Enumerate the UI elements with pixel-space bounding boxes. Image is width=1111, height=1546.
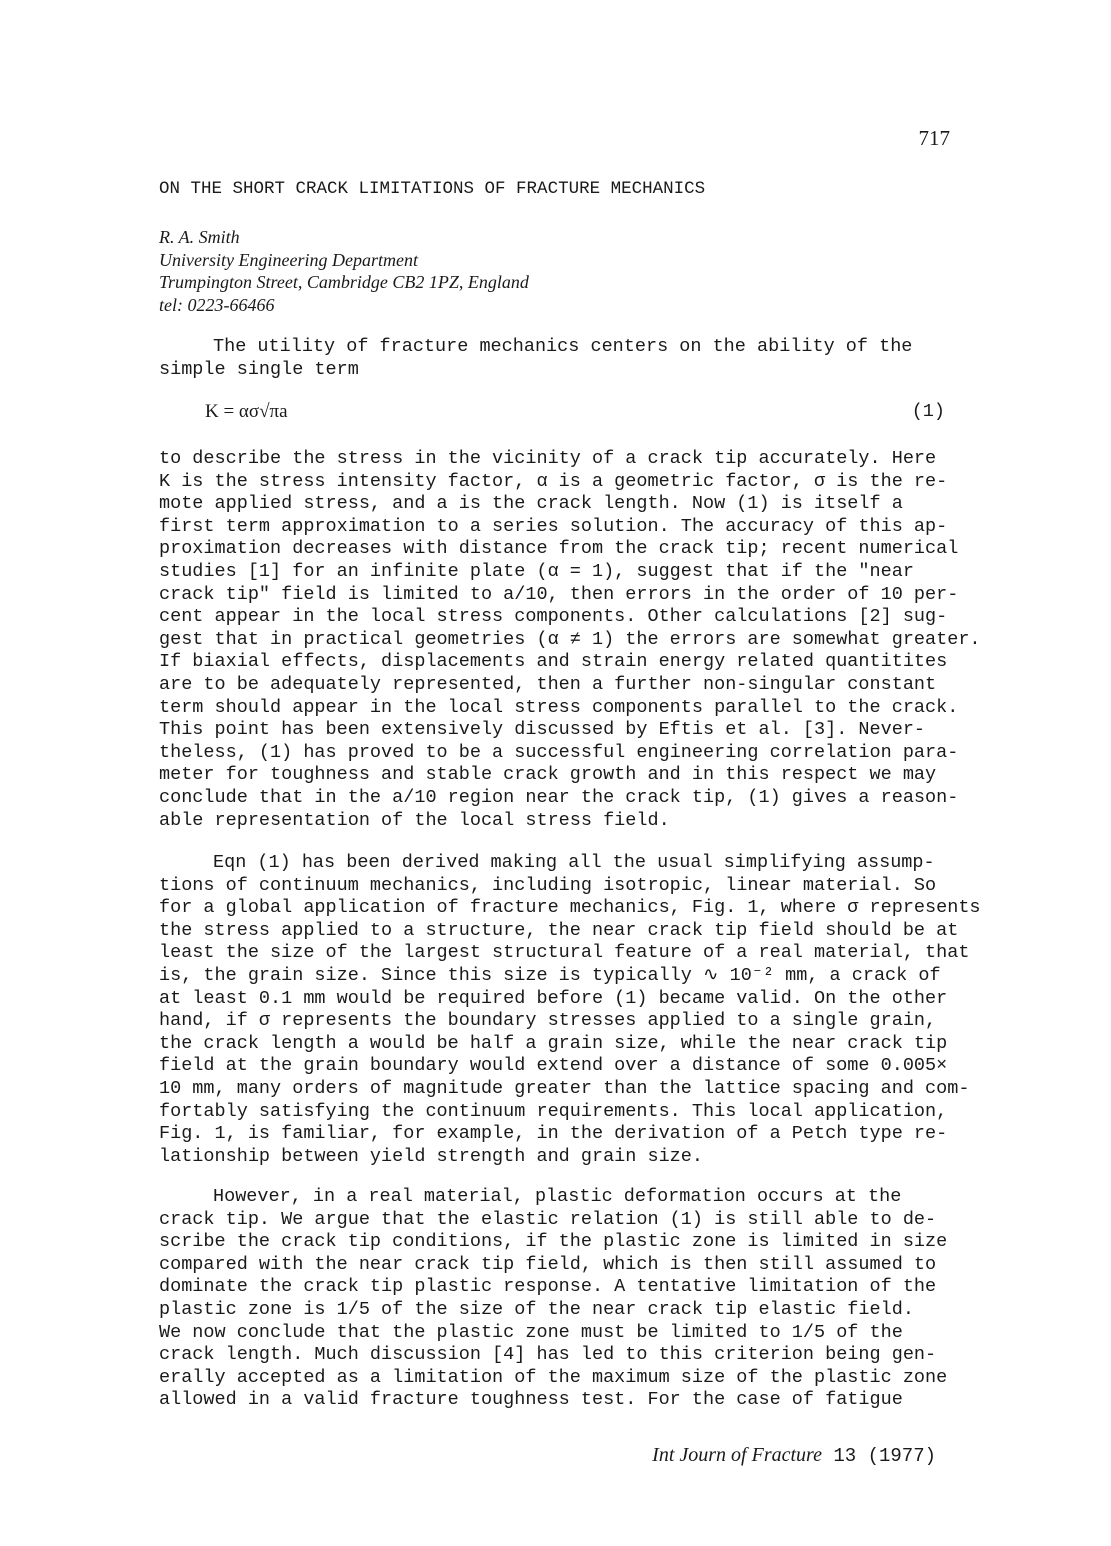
equation-number: (1) bbox=[911, 401, 945, 422]
text-line: term should appear in the local stress components parallel to the crack. bbox=[159, 696, 959, 718]
text-line: least the size of the largest structural feature of a real material, that bbox=[159, 942, 970, 964]
text-line: Eqn (1) has been derived making all the usual simplifying assump- bbox=[213, 852, 935, 873]
text-line: gest that in practical geometries (α ≠ 1) the errors are somewhat greater. bbox=[159, 628, 981, 650]
paragraph-1 bbox=[159, 448, 981, 832]
text-line: If biaxial effects, displacements and strain energy related quantitites bbox=[159, 651, 948, 673]
author-block bbox=[159, 226, 529, 316]
text-line: dominate the crack tip plastic response. A tentative limitation of the bbox=[159, 1276, 937, 1298]
text-line: for a global application of fracture mechanics, Fig. 1, where σ represents bbox=[159, 897, 981, 919]
text-line: crack tip" field is limited to a/10, then errors in the order of 10 per- bbox=[159, 583, 959, 605]
author-affiliation: University Engineering Department bbox=[159, 249, 418, 270]
text-line: meter for toughness and stable crack growth and in this respect we may bbox=[159, 764, 937, 786]
journal-volume-year: 13 (1977) bbox=[833, 1445, 936, 1467]
text-line: 10 mm, many orders of magnitude greater than the lattice spacing and com- bbox=[159, 1077, 970, 1099]
text-line: conclude that in the a/10 region near the crack tip, (1) gives a reason- bbox=[159, 786, 959, 808]
text-line: are to be adequately represented, then a further non-singular constant bbox=[159, 673, 937, 695]
equation-1 bbox=[205, 401, 945, 425]
author-name: R. A. Smith bbox=[159, 227, 240, 247]
equation-expression: K = ασ√πa bbox=[205, 401, 288, 422]
text-line: K is the stress intensity factor, α is a geometric factor, σ is the re- bbox=[159, 470, 948, 492]
text-line: crack tip. We argue that the elastic relation (1) is still able to de- bbox=[159, 1208, 937, 1230]
page-number: 717 bbox=[918, 126, 950, 150]
paragraph-2 bbox=[159, 852, 981, 1168]
text-line: However, in a real material, plastic deformation occurs at the bbox=[213, 1186, 902, 1207]
text-line: allowed in a valid fracture toughness test. For the case of fatigue bbox=[159, 1389, 903, 1411]
journal-footer bbox=[652, 1444, 936, 1468]
text-line: This point has been extensively discussed by Eftis et al. [3]. Never- bbox=[159, 719, 926, 741]
text-line: is, the grain size. Since this size is typically ∿ 10⁻² mm, a crack of bbox=[159, 964, 941, 986]
intro-paragraph bbox=[159, 336, 959, 381]
text-line: erally accepted as a limitation of the maximum size of the plastic zone bbox=[159, 1366, 948, 1388]
text-line: tions of continuum mechanics, including isotropic, linear material. So bbox=[159, 874, 937, 896]
text-line: Fig. 1, is familiar, for example, in the derivation of a Petch type re- bbox=[159, 1123, 948, 1145]
text-line: the stress applied to a structure, the near crack tip field should be at bbox=[159, 919, 959, 941]
paper-title: ON THE SHORT CRACK LIMITATIONS OF FRACTURE MECHANICS bbox=[159, 179, 706, 199]
text-line: crack length. Much discussion [4] has led to this criterion being gen- bbox=[159, 1344, 937, 1366]
text-line: simple single term bbox=[159, 358, 359, 380]
text-line: cent appear in the local stress components. Other calculations [2] sug- bbox=[159, 606, 948, 628]
text-line: first term approximation to a series solution. The accuracy of this ap- bbox=[159, 515, 948, 537]
text-line: lationship between yield strength and grain size. bbox=[159, 1145, 703, 1167]
text-line: the crack length a would be half a grain size, while the near crack tip bbox=[159, 1032, 948, 1054]
text-line: theless, (1) has proved to be a successful engineering correlation para- bbox=[159, 741, 959, 763]
text-line: at least 0.1 mm would be required before (1) became valid. On the other bbox=[159, 987, 948, 1009]
text-line: studies [1] for an infinite plate (α = 1), suggest that if the "near bbox=[159, 560, 914, 582]
text-line: compared with the near crack tip field, which is then still assumed to bbox=[159, 1253, 937, 1275]
text-line: to describe the stress in the vicinity of a crack tip accurately. Here bbox=[159, 448, 937, 469]
text-line: mote applied stress, and a is the crack length. Now (1) is itself a bbox=[159, 493, 903, 515]
text-line: proximation decreases with distance from the crack tip; recent numerical bbox=[159, 538, 959, 560]
text-line: plastic zone is 1/5 of the size of the near crack tip elastic field. bbox=[159, 1298, 914, 1320]
paragraph-3 bbox=[159, 1186, 959, 1412]
journal-name: Int Journ of Fracture bbox=[652, 1444, 822, 1466]
text-line: able representation of the local stress field. bbox=[159, 809, 670, 831]
text-line: hand, if σ represents the boundary stresses applied to a single grain, bbox=[159, 1010, 937, 1032]
text-line: The utility of fracture mechanics centers on the ability of the bbox=[213, 336, 913, 357]
text-line: We now conclude that the plastic zone must be limited to 1/5 of the bbox=[159, 1321, 903, 1343]
author-tel: tel: 0223-66466 bbox=[159, 294, 275, 315]
text-line: fortably satisfying the continuum requirements. This local application, bbox=[159, 1100, 948, 1122]
author-address: Trumpington Street, Cambridge CB2 1PZ, England bbox=[159, 272, 529, 293]
text-line: scribe the crack tip conditions, if the plastic zone is limited in size bbox=[159, 1231, 948, 1253]
text-line: field at the grain boundary would extend over a distance of some 0.005× bbox=[159, 1055, 948, 1077]
